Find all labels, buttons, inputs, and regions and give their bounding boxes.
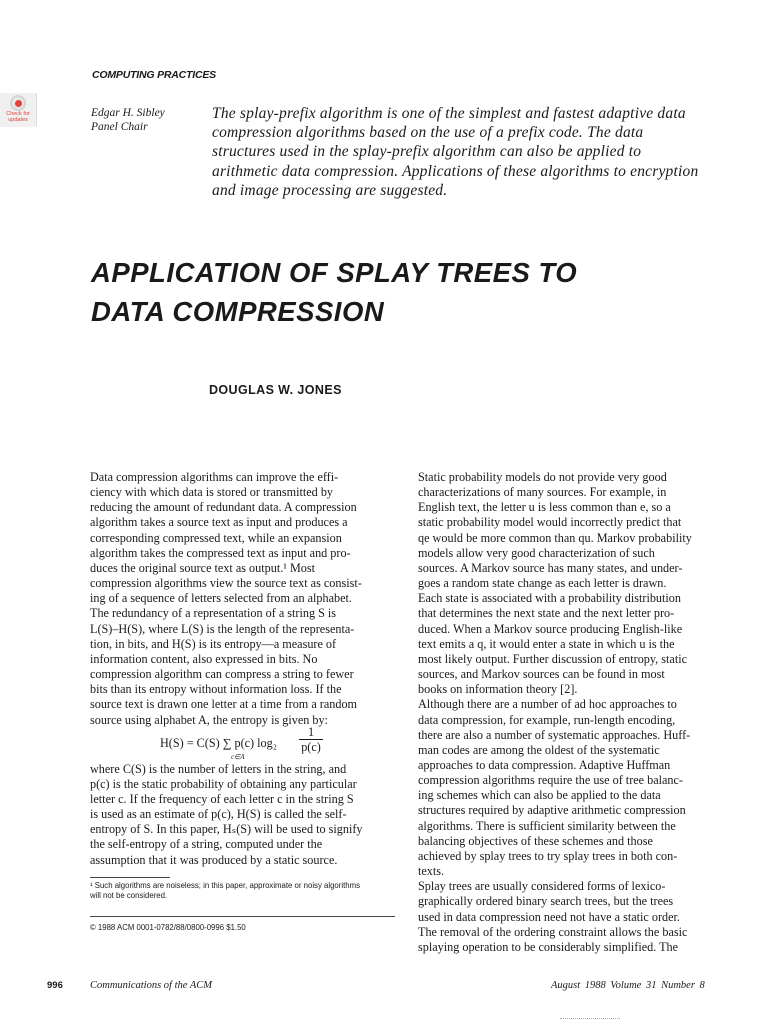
abstract-line: and image processing are suggested. <box>212 181 448 199</box>
issue-info: August 1988 Volume 31 Number 8 <box>551 980 705 991</box>
body-line: algorithms. There is sufficient similarity between the <box>418 818 676 833</box>
body-line: corresponding compressed text, while an expansion <box>90 530 342 545</box>
body-line: where C(S) is the number of letters in the string, and <box>90 761 347 776</box>
abstract-line: structures used in the splay-prefix algorithm can also be applied to <box>212 143 642 161</box>
body-line: the self-entropy of a string, computed under the <box>90 837 323 852</box>
left-column-paragraphs-1 <box>90 470 392 728</box>
abstract-line: The splay-prefix algorithm is one of the simplest and fastest adaptive data <box>212 105 686 122</box>
body-line: letter c. If the frequency of each letter c in the string S <box>90 791 354 806</box>
footnote-line: ¹ Such algorithms are noiseless; in this paper, approximate or noisy algorithms <box>90 881 360 890</box>
badge-line-2: updates <box>8 117 28 123</box>
update-check-icon <box>10 95 26 111</box>
body-line: models allow very good characterization of such <box>418 545 655 560</box>
body-line: graphically ordered binary search trees, but the trees <box>418 894 674 909</box>
entropy-formula <box>90 724 392 762</box>
body-line: splaying operation to be considerably simplified. The <box>418 939 679 954</box>
body-line: sources, and Markov sources can be found in most <box>418 667 665 682</box>
body-line: English text, the letter u is less common than e, so a <box>418 500 671 515</box>
abstract-line: compression algorithms based on the use of a prefix code. The data <box>212 124 644 142</box>
body-line: data compression, for example, run-length encoding, <box>418 712 676 727</box>
formula-numerator: 1 <box>299 725 323 740</box>
body-line: qe would be more common than qu. Markov probability <box>418 530 692 545</box>
right-column <box>418 470 723 955</box>
body-line: there are also a number of systematic approaches. Huff- <box>418 727 691 742</box>
editor-name: Edgar H. Sibley <box>91 107 165 119</box>
body-line: reducing the amount of redundant data. A compression <box>90 500 357 515</box>
formula-fraction <box>299 725 323 755</box>
title-line: DATA COMPRESSION <box>91 296 385 327</box>
body-line: duced. When a Markov source producing English-like <box>418 621 683 636</box>
formula-left: H(S) = C(S) ∑ p(c) log₂ <box>160 735 277 750</box>
body-line: books on information theory [2]. <box>418 682 578 697</box>
page-number: 996 <box>47 980 63 991</box>
editor-role: Panel Chair <box>91 121 148 133</box>
body-line: balancing objectives of these schemes and those <box>418 833 653 848</box>
body-line: duces the original source text as output.¹ Most <box>90 560 316 575</box>
article-title <box>91 253 577 331</box>
bottom-scan-marks <box>560 1018 620 1019</box>
body-line: algorithm takes a source text as input and produces a <box>90 515 348 530</box>
body-line: assumption that it was produced by a static source. <box>90 852 338 867</box>
formula-denominator: p(c) <box>301 739 321 754</box>
body-line: is used as an estimate of p(c), H(S) is called the self- <box>90 807 347 822</box>
body-line: ciency with which data is stored or transmitted by <box>90 485 334 500</box>
section-label: COMPUTING PRACTICES <box>92 69 216 81</box>
copyright-line: © 1988 ACM 0001-0782/88/0800-0996 $1.50 <box>90 923 246 932</box>
body-line: compression algorithms view the source text as consist- <box>90 576 362 591</box>
body-line: entropy of S. In this paper, Hₛ(S) will be used to signify <box>90 822 363 837</box>
body-line: that determines the next state and the next letter pro- <box>418 606 675 621</box>
body-line: information content, also expressed in bits. No <box>90 651 318 666</box>
body-line: source using alphabet A, the entropy is given by: <box>90 712 328 727</box>
body-line: The removal of the ordering constraint allows the basic <box>418 924 688 939</box>
body-line: most likely output. Further discussion of entropy, static <box>418 651 687 666</box>
body-line: approaches to data compression. Adaptive Huffman <box>418 757 671 772</box>
abstract <box>212 104 722 200</box>
body-line: tion, in bits, and H(S) is its entropy—a measure of <box>90 636 337 651</box>
body-line: texts. <box>418 864 445 879</box>
left-column-paragraphs-2 <box>90 762 392 868</box>
body-line: structures required by adaptive arithmetic compression <box>418 803 686 818</box>
footnote <box>90 881 395 901</box>
journal-name: Communications of the ACM <box>90 980 213 991</box>
body-line: compression algorithm can compress a string to fewer <box>90 667 354 682</box>
body-line: Splay trees are usually considered forms of lexico- <box>418 879 666 894</box>
body-line: achieved by splay trees to try splay trees in both con- <box>418 848 678 863</box>
author-name: DOUGLAS W. JONES <box>209 383 342 397</box>
body-line: text emits a q, it would enter a state in which u is the <box>418 636 675 651</box>
left-column <box>90 470 392 868</box>
body-line: bits than its entropy without information loss. If the <box>90 682 342 697</box>
body-line: Each state is associated with a probability distribution <box>418 591 681 606</box>
badge-line-1: Check for <box>6 111 30 117</box>
body-line: compression algorithms require the use of tree balanc- <box>418 773 683 788</box>
body-line: sources. A Markov source has many states, and under- <box>418 560 683 575</box>
body-line: Static probability models do not provide very good <box>418 470 667 484</box>
editor-block <box>91 106 165 134</box>
footnote-line: will not be considered. <box>90 891 168 900</box>
body-line: goes a random state change as each letter is drawn. <box>418 576 667 591</box>
title-line: APPLICATION OF SPLAY TREES TO <box>91 257 578 288</box>
abstract-line: arithmetic data compression. Applications of these algorithms to encryption <box>212 162 699 180</box>
body-line: ing of a sequence of letters selected from an alphabet. <box>90 591 352 606</box>
body-line: man codes are among the oldest of the systematic <box>418 742 660 757</box>
body-line: source text is drawn one letter at a time from a random <box>90 697 358 712</box>
body-line: static probability model would incorrectly predict that <box>418 515 682 530</box>
body-line: characterizations of many sources. For example, in <box>418 485 667 500</box>
check-for-updates-badge[interactable] <box>0 93 37 127</box>
body-line: ing schemes which can also be applied to the data <box>418 788 661 803</box>
body-line: L(S)–H(S), where L(S) is the length of the representa- <box>90 621 355 636</box>
body-line: algorithm takes the compressed text as input and pro- <box>90 545 351 560</box>
body-line: Data compression algorithms can improve the effi- <box>90 470 339 484</box>
footnote-rule <box>90 877 170 878</box>
formula-subscript: c∈A <box>231 752 245 761</box>
body-line: The redundancy of a representation of a string S is <box>90 606 337 621</box>
body-line: used in data compression need not have a static order. <box>418 909 680 924</box>
copyright-rule <box>90 916 395 917</box>
body-line: p(c) is the static probability of obtaining any particular <box>90 776 357 791</box>
body-line: Although there are a number of ad hoc approaches to <box>418 697 677 712</box>
